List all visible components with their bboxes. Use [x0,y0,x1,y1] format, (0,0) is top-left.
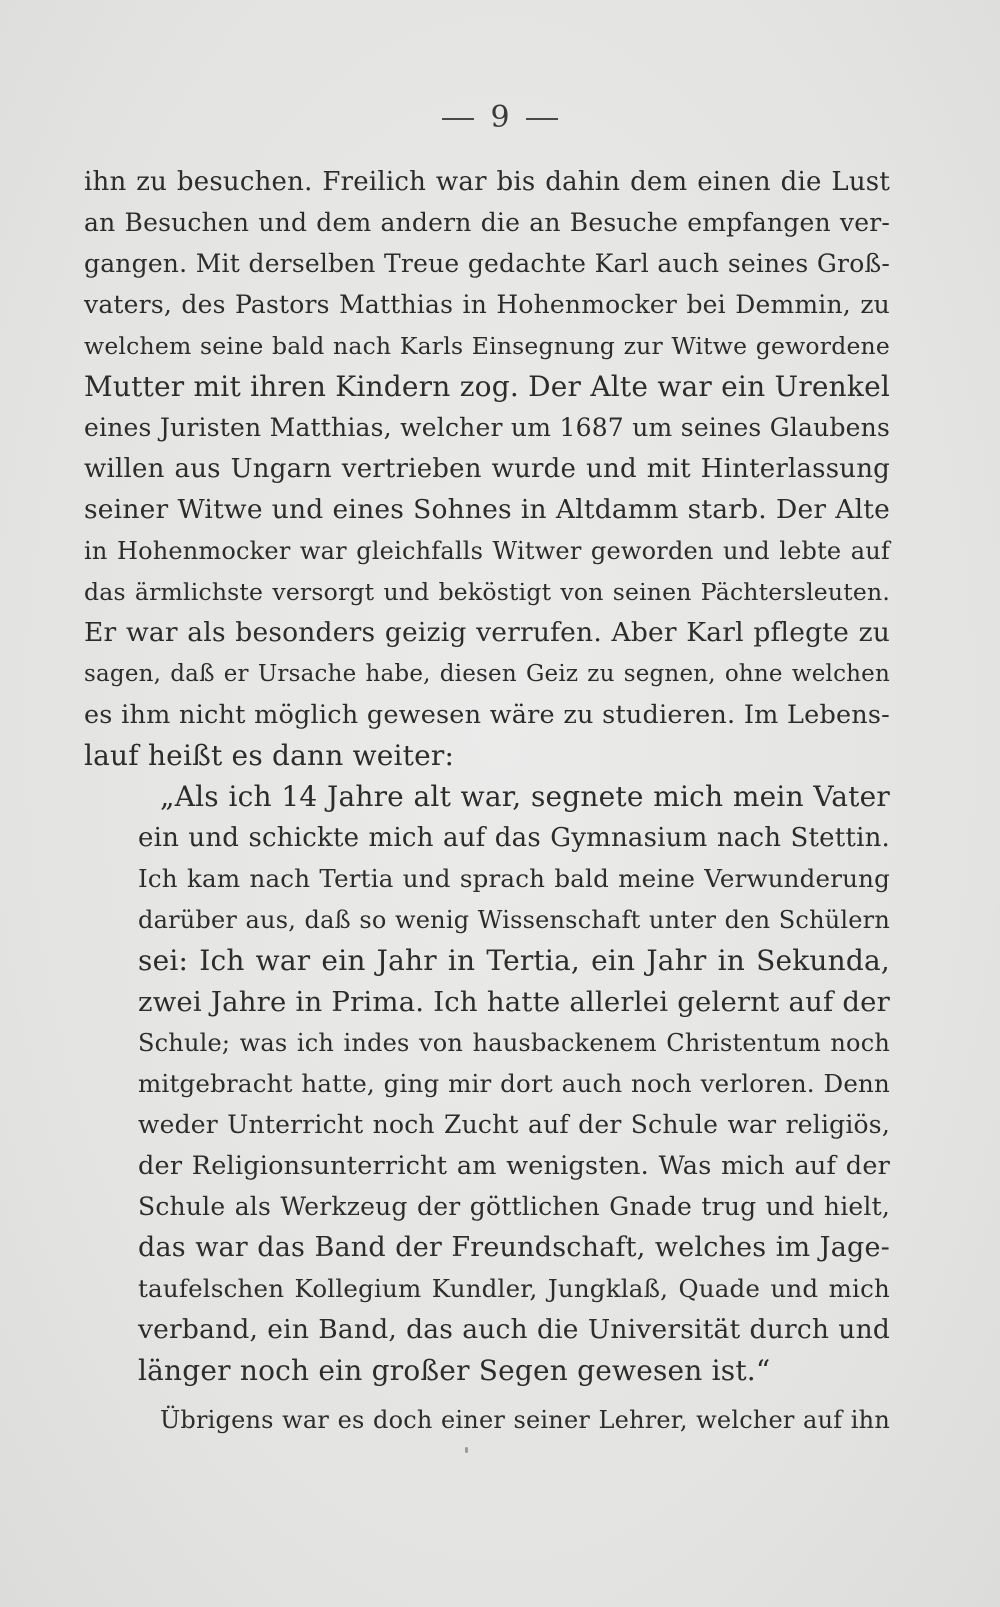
quote-line: sei: Ich war ein Jahr in Tertia, ein Jahr in Sekunda, [138,944,890,977]
text-line: Er war als besonders geizig verrufen. Aber Karl pflegte zu [84,617,890,648]
header-dash-right [526,118,558,120]
paper-speck [465,1447,468,1453]
quote-line: Schule; was ich indes von hausbackenem Christentum noch [138,1029,890,1057]
text-line: das ärmlichste versorgt und beköstigt von seinen Pächtersleuten. [84,578,890,606]
text-line: lauf heißt es dann weiter: [84,739,455,772]
text-line: welchem seine bald nach Karls Einsegnung zur Witwe gewordene [84,332,890,360]
text-line: gangen. Mit derselben Treue gedachte Karl auch seines Groß- [84,249,890,278]
quote-line: der Religionsunterricht am wenigsten. Was mich auf der [138,1151,890,1181]
quote-line: zwei Jahre in Prima. Ich hatte allerlei gelernt auf der [138,986,890,1018]
quote-line: Ich kam nach Tertia und sprach bald meine Verwunderung [138,864,890,893]
quote-line: verband, ein Band, das auch die Universität durch und [138,1314,890,1345]
quote-line: darüber aus, daß so wenig Wissenschaft unter den Schülern [138,906,890,934]
text-line: willen aus Ungarn vertrieben wurde und mit Hinterlassung [84,454,890,484]
page-header [0,100,1000,135]
text-line: es ihm nicht möglich gewesen wäre zu studieren. Im Lebens- [84,700,890,730]
quote-line: Schule als Werkzeug der göttlichen Gnade trug und hielt, [138,1192,890,1221]
page-number: 9 [490,100,510,135]
quote-line: ein und schickte mich auf das Gymnasium nach Stettin. [138,823,890,853]
text-line: ihn zu besuchen. Freilich war bis dahin dem einen die Lust [84,167,890,197]
quote-line: länger noch ein großer Segen gewesen ist.“ [138,1354,771,1387]
text-line: in Hohenmocker war gleichfalls Witwer geworden und lebte auf [84,537,890,565]
quote-line: „Als ich 14 Jahre alt war, segnete mich mein Vater [160,780,890,813]
quote-line: mitgebracht hatte, ging mir dort auch noch verloren. Denn [138,1069,890,1098]
text-line: Mutter mit ihren Kindern zog. Der Alte war ein Urenkel [84,370,890,403]
header-dash-left [442,118,474,120]
text-line: vaters, des Pastors Matthias in Hohenmocker bei Demmin, zu [84,290,890,319]
text-line: seiner Witwe und eines Sohnes in Altdamm starb. Der Alte [84,494,890,525]
text-line: an Besuchen und dem andern die an Besuche empfangen ver- [84,208,890,237]
paragraph-last-line: Übrigens war es doch einer seiner Lehrer, welcher auf ihn [160,1406,890,1434]
text-line: eines Juristen Matthias, welcher um 1687 um seines Glaubens [84,413,890,442]
quote-line: das war das Band der Freundschaft, welches im Jage- [138,1232,890,1263]
quote-line: weder Unterricht noch Zucht auf der Schule war religiös, [138,1110,890,1139]
quote-line: taufelschen Kollegium Kundler, Jungklaß, Quade und mich [138,1274,890,1303]
text-line: sagen, daß er Ursache habe, diesen Geiz zu segnen, ohne welchen [84,661,890,687]
